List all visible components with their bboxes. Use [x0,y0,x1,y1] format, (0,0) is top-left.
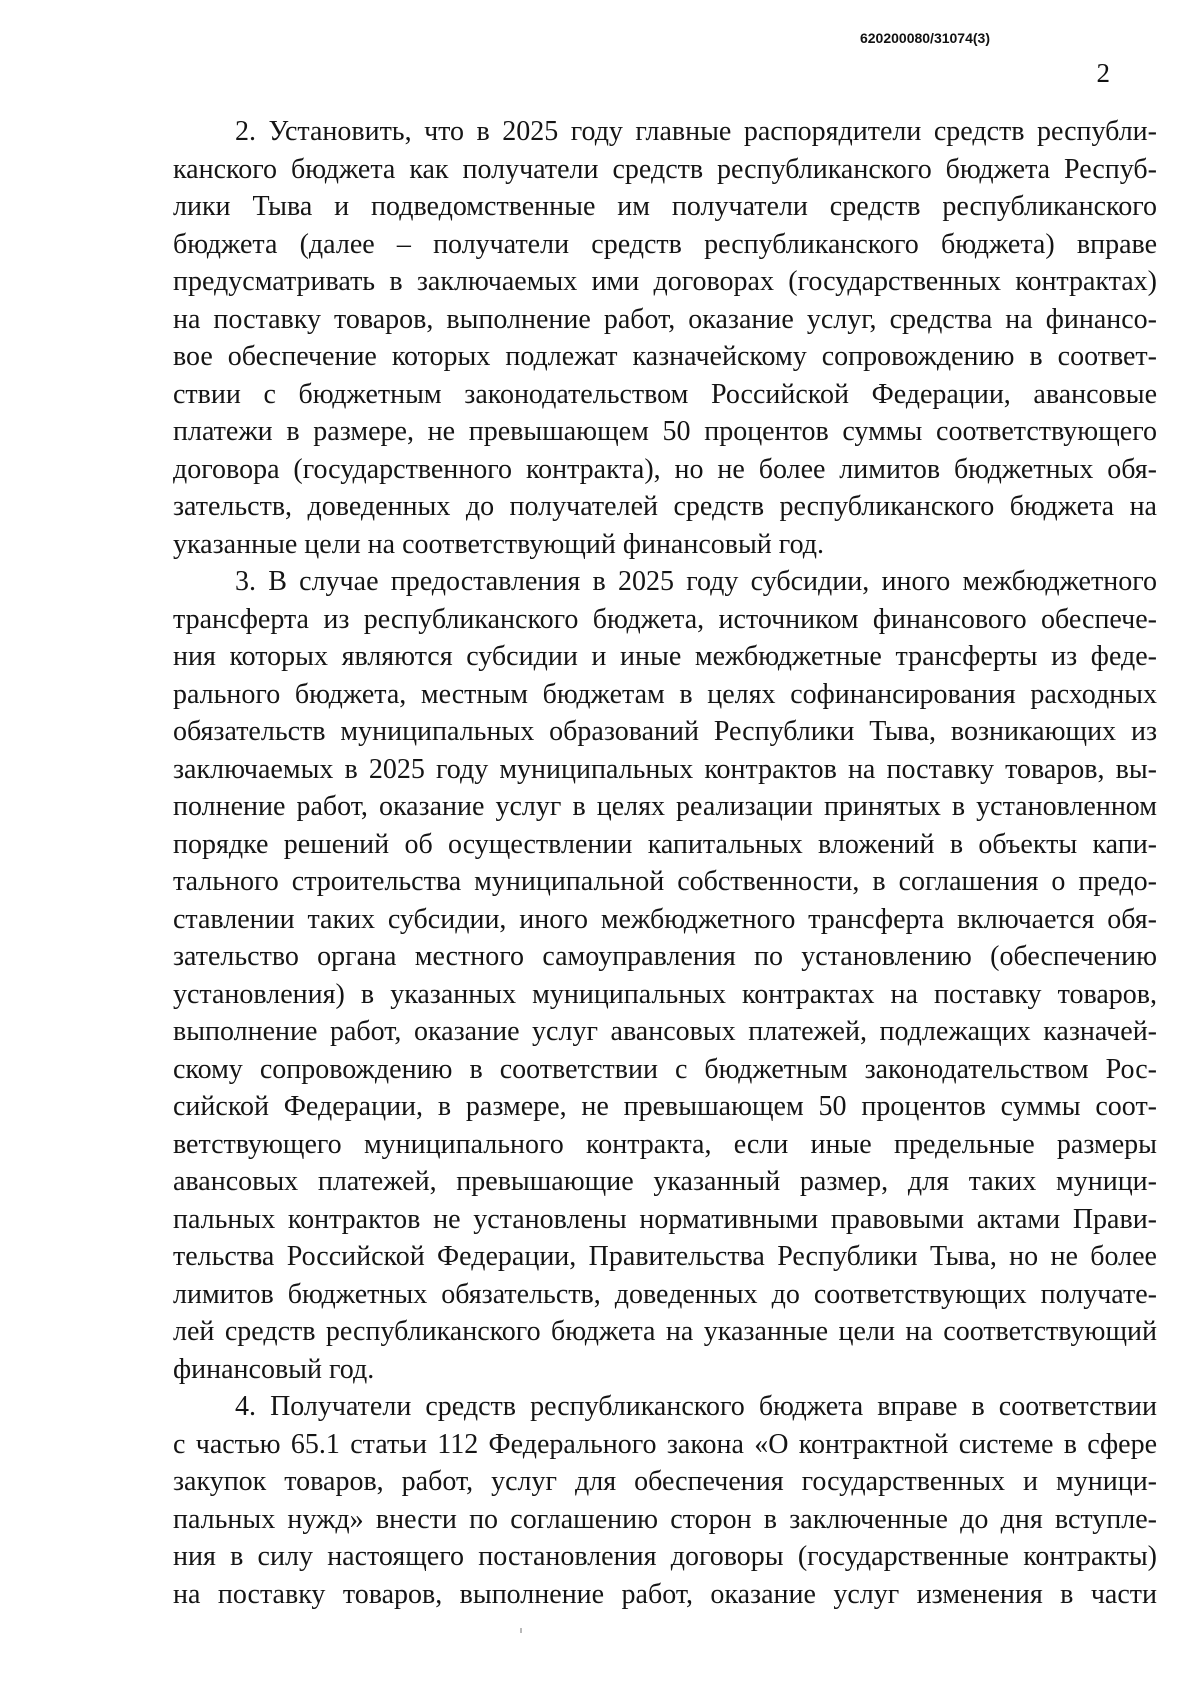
text-line: обязательств муниципальных образований Республики Тыва, возникающих из [173,716,1157,747]
text-line: пальных контрактов не установлены нормативными правовыми актами Прави- [173,1203,1157,1235]
text-line: трансферта из республиканского бюджета, источником финансового обеспече- [173,603,1157,635]
text-line: ставлении таких субсидии, иного межбюджетного трансферта включается обя- [173,903,1157,935]
text-line: полнение работ, оказание услуг в целях реализации принятых в установленном [173,791,1157,822]
text-line: рального бюджета, местным бюджетам в целях софинансирования расходных [173,678,1157,710]
text-line: ния в силу настоящего постановления договоры (государственные контракты) [173,1541,1157,1572]
paragraph-2 [173,113,1157,563]
text-line: тального строительства муниципальной собственности, в соглашения о предо- [173,866,1157,897]
text-line: ветствующего муниципального контракта, если иные предельные размеры [173,1128,1157,1160]
text-line: зательств, доведенных до получателей средств республиканского бюджета на [173,491,1157,522]
text-line: порядке решений об осуществлении капитальных вложений в объекты капи- [173,828,1157,860]
text-line: вое обеспечение которых подлежат казначейскому сопровождению в соответ- [173,341,1157,372]
text-line: тельства Российской Федерации, Правительства Республики Тыва, но не более [173,1241,1157,1272]
text-line: предусматривать в заключаемых ими договорах (государственных контрактах) [173,266,1157,297]
document-body [173,113,1157,1613]
text-line: зательство органа местного самоуправления по установлению (обеспечению [173,941,1157,972]
text-line: бюджета (далее – получатели средств республиканского бюджета) вправе [173,228,1157,260]
text-line: 3. В случае предоставления в 2025 году субсидии, иного межбюджетного [235,566,1157,597]
text-line: финансовый год. [173,1353,375,1385]
text-line: выполнение работ, оказание услуг авансовых платежей, подлежащих казначей- [173,1016,1157,1047]
page-number: 2 [1096,58,1110,88]
text-line: лики Тыва и подведомственные им получатели средств республиканского [173,191,1157,222]
paragraph-3 [173,563,1157,1388]
text-line: авансовых платежей, превышающие указанный размер, для таких муници- [173,1166,1157,1197]
text-line: сийской Федерации, в размере, не превышающем 50 процентов суммы соот- [173,1091,1157,1122]
scan-artifact [520,1628,522,1633]
text-line: ствии с бюджетным законодательством Российской Федерации, авансовые [173,378,1157,410]
text-line: лимитов бюджетных обязательств, доведенных до соответствующих получате- [173,1278,1157,1310]
text-line: на поставку товаров, выполнение работ, оказание услуг изменения в части [173,1578,1157,1610]
text-line: 2. Установить, что в 2025 году главные распорядители средств республи- [235,116,1157,147]
text-line: платежи в размере, не превышающем 50 процентов суммы соответствующего [173,416,1157,447]
text-line: скому сопровождению в соответствии с бюджетным законодательством Рос- [173,1053,1157,1085]
text-line: договора (государственного контракта), но не более лимитов бюджетных обя- [173,453,1157,485]
text-line: указанные цели на соответствующий финансовый год. [173,528,825,560]
text-line: установления) в указанных муниципальных контрактах на поставку товаров, [173,978,1157,1010]
text-line: заключаемых в 2025 году муниципальных контрактов на поставку товаров, вы- [173,753,1157,785]
text-line: на поставку товаров, выполнение работ, оказание услуг, средства на финансо- [173,303,1157,335]
paragraph-4 [173,1388,1157,1613]
text-line: закупок товаров, работ, услуг для обеспечения государственных и муници- [173,1466,1157,1497]
text-line: с частью 65.1 статьи 112 Федерального закона «О контрактной системе в сфере [173,1428,1157,1460]
text-line: ния которых являются субсидии и иные межбюджетные трансферты из феде- [173,641,1157,672]
text-line: канского бюджета как получатели средств республиканского бюджета Респуб- [173,153,1157,185]
document-id: 620200080/31074(3) [859,30,990,46]
text-line: пальных нужд» внести по соглашению сторон в заключенные до дня вступле- [173,1503,1157,1535]
text-line: лей средств республиканского бюджета на указанные цели на соответствующий [173,1316,1157,1347]
text-line: 4. Получатели средств республиканского бюджета вправе в соответствии [235,1391,1157,1422]
